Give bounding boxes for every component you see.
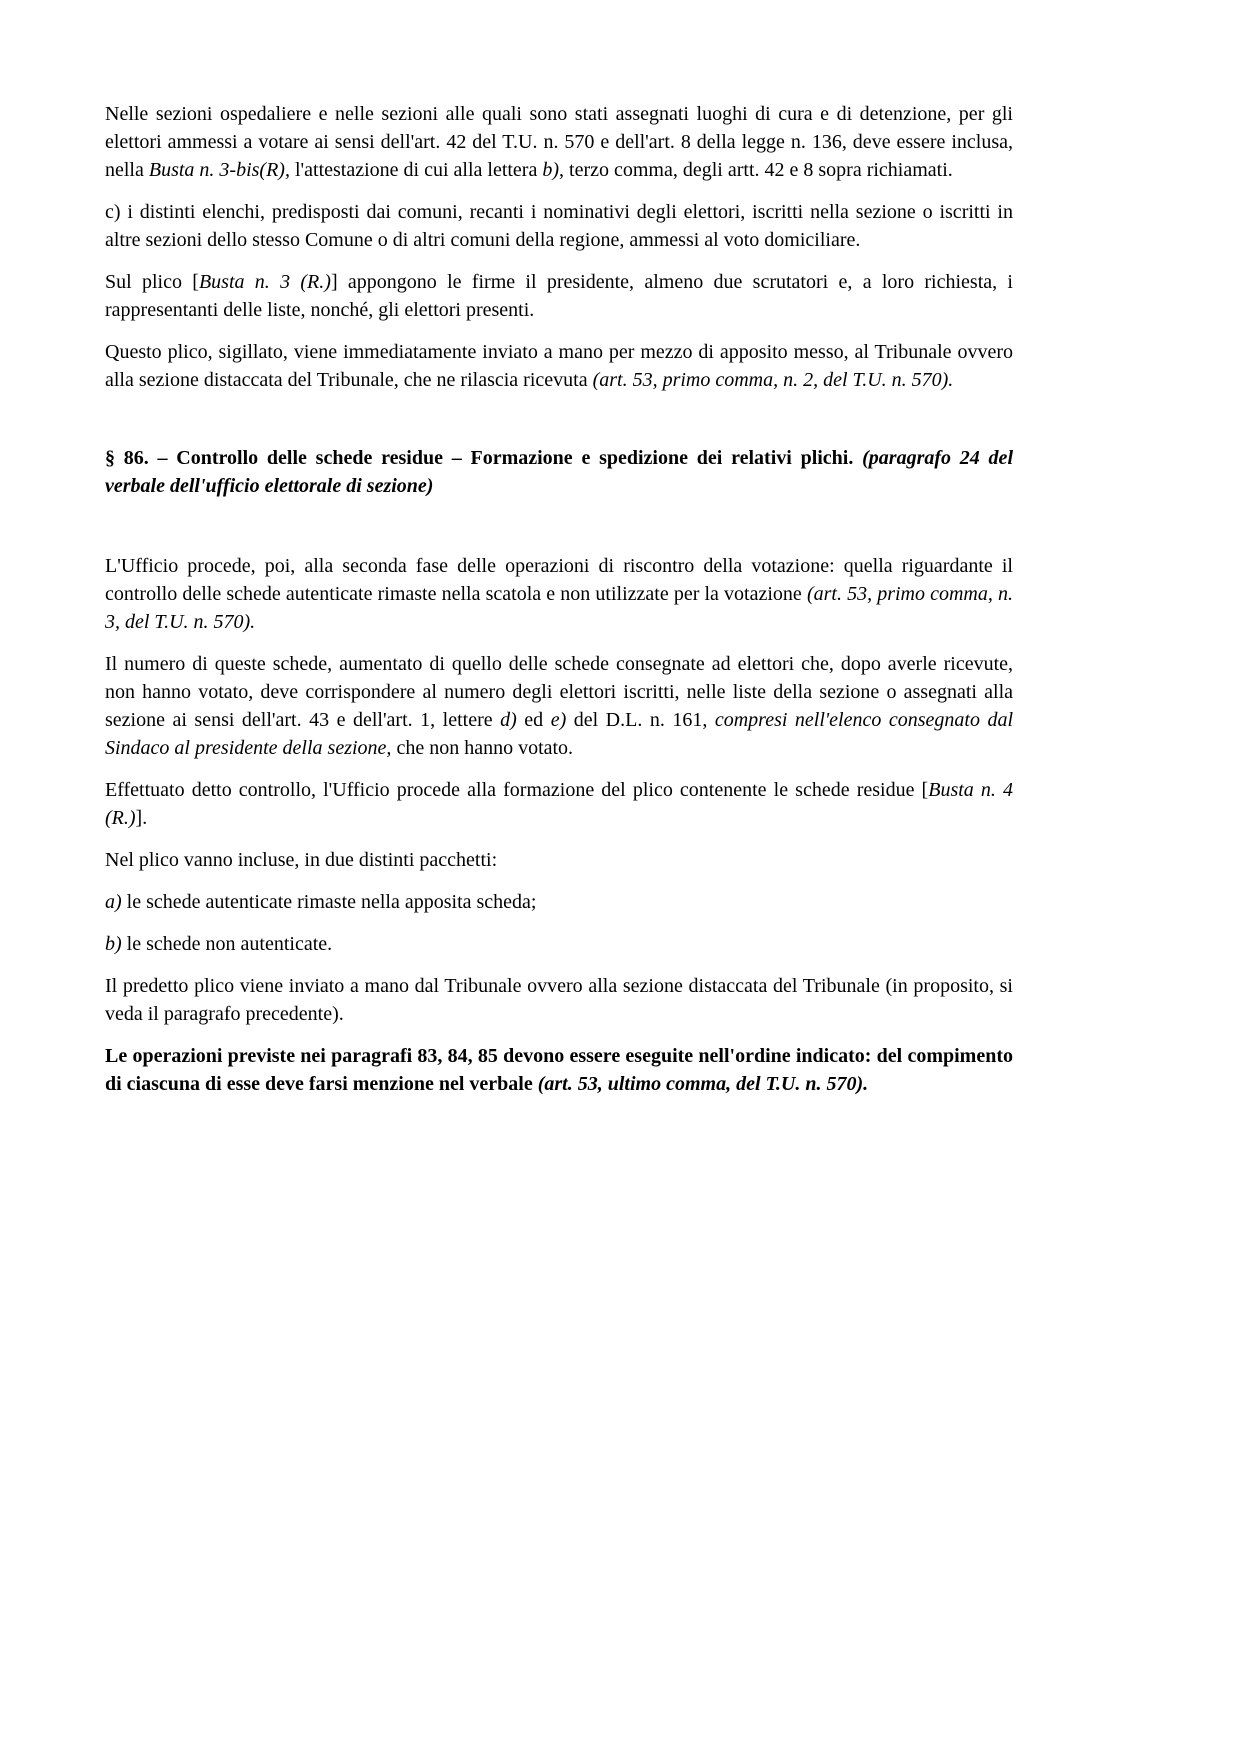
text-run: b): [542, 159, 560, 181]
text-run: , terzo comma, degli artt. 42 e 8 sopra richiamati.: [559, 159, 953, 181]
text-run: c) i distinti elenchi, predisposti dai comuni, recanti i nominativi degli elettori, iscritti nella sezione o iscritti in altre sezioni dello stesso Comune o di altri comuni della regione, ammessi al voto domiciliare.: [105, 201, 1013, 251]
paragraph-elenchi-c: [105, 198, 1013, 254]
text-run: Nel plico vanno incluse, in due distinti pacchetti:: [105, 849, 498, 871]
paragraph-effettuato-controllo: [105, 776, 1013, 832]
text-run: ].: [135, 807, 148, 829]
text-run: che non hanno votato.: [391, 737, 574, 759]
text-run: le schede autenticate rimaste nella apposita scheda;: [121, 891, 537, 913]
text-run: ed: [516, 709, 551, 731]
text-run: (art. 53, primo comma, n. 2, del T.U. n. 570).: [592, 369, 954, 391]
text-run: e): [550, 709, 567, 731]
text-run: del D.L. n. 161,: [566, 709, 715, 731]
text-run: Busta n. 4 (R.): [105, 779, 1013, 829]
text-run: compresi nell'elenco consegnato dal Sindaco al presidente della sezione,: [105, 709, 1014, 759]
text-run: (art. 53, primo comma, n. 3, del T.U. n. 570).: [105, 583, 1014, 633]
paragraph-item-a: [105, 888, 1013, 916]
paragraph-predetto-plico: [105, 972, 1013, 1028]
text-run: § 86. – Controllo delle schede residue – Formazione e spedizione dei relativi plichi.: [105, 447, 863, 469]
text-run: Il numero di queste schede, aumentato di quello delle schede consegnate ad elettori che, dopo averle ricevute, non hanno votato, deve corrispondere al numero degli elettori iscritti, nelle liste della sezione o assegnati alla sezione ai sensi dell'art. 43 e dell'art. 1, lettere: [105, 653, 1013, 731]
text-run: Le operazioni previste nei paragrafi 83, 84, 85 devono essere eseguite nell'ordine indicato: del compimento di ciascuna di esse deve farsi menzione nel verbale: [105, 1045, 1013, 1095]
text-run: a): [105, 891, 122, 913]
text-run: Sul plico [: [105, 271, 199, 293]
paragraph-ufficio-procede: [105, 552, 1013, 636]
text-run: Busta n. 3-bis(R),: [148, 159, 290, 181]
text-run: Il predetto plico viene inviato a mano dal Tribunale ovvero alla sezione distaccata del Tribunale (in proposito, si veda il paragrafo precedente).: [105, 975, 1013, 1025]
text-run: (art. 53, ultimo comma, del T.U. n. 570).: [537, 1073, 869, 1095]
text-run: Questo plico, sigillato, viene immediatamente inviato a mano per mezzo di apposito messo, al Tribunale ovvero alla sezione distaccata del Tribunale, che ne rilascia ricevuta: [105, 341, 1013, 391]
text-run: l'attestazione di cui alla lettera: [289, 159, 543, 181]
document-content: [105, 100, 1013, 1112]
paragraph-questo-plico: [105, 338, 1013, 394]
text-run: Busta n. 3 (R.): [198, 271, 331, 293]
section-heading-86: [105, 444, 1013, 500]
paragraph-sul-plico: [105, 268, 1013, 324]
text-run: le schede non autenticate.: [121, 933, 333, 955]
text-run: d): [500, 709, 517, 731]
text-run: b): [105, 933, 122, 955]
paragraph-item-b: [105, 930, 1013, 958]
text-run: ] appongono le firme il presidente, almeno due scrutatori e, a loro richiesta, i rappresentanti delle liste, nonché, gli elettori presenti.: [105, 271, 1013, 321]
paragraph-nel-plico: [105, 846, 1013, 874]
paragraph-busta-3bis: [105, 100, 1013, 184]
text-run: (paragrafo 24 del verbale dell'ufficio elettorale di sezione): [105, 447, 1013, 497]
text-run: Nelle sezioni ospedaliere e nelle sezioni alle quali sono stati assegnati luoghi di cura e di detenzione, per gli elettori ammessi a votare ai sensi dell'art. 42 del T.U. n. 570 e dell'art. 8 della legge n. 136, deve essere inclusa, nella: [105, 103, 1013, 181]
text-run: Effettuato detto controllo, l'Ufficio procede alla formazione del plico contenente le schede residue [: [105, 779, 929, 801]
paragraph-numero-schede: [105, 650, 1013, 762]
paragraph-operazioni-ordine: [105, 1042, 1013, 1098]
text-run: L'Ufficio procede, poi, alla seconda fase delle operazioni di riscontro della votazione: quella riguardante il controllo delle schede autenticate rimaste nella scatola e non utilizzate per la votazione: [105, 555, 1013, 605]
